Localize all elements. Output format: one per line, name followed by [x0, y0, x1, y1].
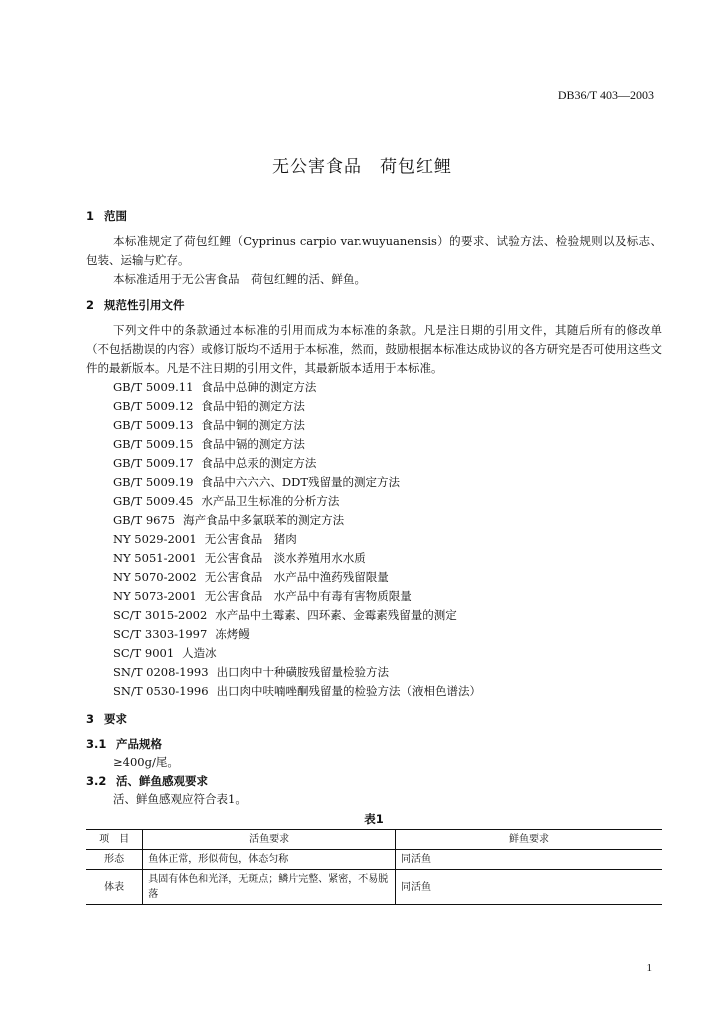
reference-code: SC/T 9001 — [113, 646, 175, 660]
reference-name: 食品中铜的测定方法 — [201, 418, 305, 432]
reference-code: SC/T 3303-1997 — [113, 627, 208, 641]
reference-code: GB/T 5009.17 — [113, 456, 194, 470]
reference-name: 食品中铅的测定方法 — [201, 399, 305, 413]
reference-code: GB/T 5009.19 — [113, 475, 194, 489]
section-heading-references: 2 规范性引用文件 — [86, 298, 185, 312]
reference-item — [86, 492, 662, 511]
reference-code: GB/T 5009.15 — [113, 437, 194, 451]
reference-name: 食品中六六六、DDT残留量的测定方法 — [201, 475, 401, 489]
sensory-text: 活、鲜鱼感观应符合表1。 — [113, 792, 247, 806]
scope-paragraph: 本标准规定了荷包红鲤（Cyprinus carpio var.wuyuanensis）的要求、试验方法、检验规则以及标志、包装、运输与贮存。 — [86, 234, 662, 267]
reference-item — [86, 511, 662, 530]
reference-name: 无公害食品 猪肉 — [204, 532, 297, 546]
table-cell: 同活鱼 — [395, 850, 662, 870]
sensory-table — [86, 829, 662, 905]
reference-item — [86, 663, 662, 682]
reference-code: GB/T 5009.13 — [113, 418, 194, 432]
document-body — [86, 208, 662, 905]
reference-code: NY 5073-2001 — [113, 589, 197, 603]
table-cell: 形态 — [86, 850, 143, 870]
reference-item — [86, 606, 662, 625]
table-header-cell: 鲜鱼要求 — [395, 830, 662, 850]
reference-code: GB/T 5009.11 — [113, 380, 194, 394]
reference-item — [86, 549, 662, 568]
table-cell: 体表 — [104, 881, 125, 893]
table-cell: 鱼体正常，形似荷包，体态匀称 — [143, 850, 396, 870]
section-heading-scope: 1 范围 — [86, 209, 127, 223]
table-cell: 具固有体色和光泽，无斑点；鳞片完整、紧密，不易脱落 — [143, 870, 396, 905]
scope-paragraph: 本标准适用于无公害食品 荷包红鲤的活、鲜鱼。 — [113, 272, 366, 286]
reference-name: 海产食品中多氯联苯的测定方法 — [183, 513, 345, 527]
reference-name: 无公害食品 水产品中渔药残留限量 — [204, 570, 389, 584]
reference-name: 无公害食品 水产品中有毒有害物质限量 — [204, 589, 412, 603]
reference-name: 食品中总砷的测定方法 — [201, 380, 317, 394]
table-header-cell: 活鱼要求 — [143, 830, 396, 850]
document-title: 无公害食品 荷包红鲤 — [272, 157, 452, 177]
subsection-heading-sensory: 3.2 活、鲜鱼感观要求 — [86, 774, 208, 788]
spec-text: ≥400g/尾。 — [113, 755, 179, 769]
reference-item — [86, 644, 662, 663]
table-header-row — [86, 830, 662, 850]
reference-name: 无公害食品 淡水养殖用水水质 — [204, 551, 366, 565]
reference-code: SN/T 0530-1996 — [113, 684, 209, 698]
reference-item — [86, 568, 662, 587]
reference-item — [86, 473, 662, 492]
reference-name: 水产品中土霉素、四环素、金霉素残留量的测定 — [215, 608, 457, 622]
reference-item — [86, 682, 662, 701]
reference-code: NY 5029-2001 — [113, 532, 197, 546]
reference-name: 出口肉中十种磺胺残留量检验方法 — [216, 665, 390, 679]
reference-name: 人造冰 — [182, 646, 217, 660]
reference-code: NY 5070-2002 — [113, 570, 197, 584]
table-row — [86, 850, 662, 870]
table-caption: 表1 — [364, 812, 384, 826]
reference-list — [86, 378, 662, 701]
reference-item — [86, 454, 662, 473]
reference-code: SN/T 0208-1993 — [113, 665, 209, 679]
table-row — [86, 870, 662, 905]
table-header-cell: 项 目 — [86, 830, 143, 850]
reference-name: 食品中总汞的测定方法 — [201, 456, 317, 470]
reference-name: 出口肉中呋喃唑酮残留量的检验方法（液相色谱法） — [216, 684, 482, 698]
reference-code: GB/T 5009.45 — [113, 494, 194, 508]
table-cell: 同活鱼 — [395, 870, 662, 905]
section-heading-requirements: 3 要求 — [86, 712, 127, 726]
references-intro: 下列文件中的条款通过本标准的引用而成为本标准的条款。凡是注日期的引用文件，其随后所有的修改单（不包括勘误的内容）或修订版均不适用于本标准，然而，鼓励根据本标准达成协议的各方研究是否可使用这些文件的最新版本。凡是不注日期的引用文件，其最新版本适用于本标准。 — [86, 323, 662, 375]
reference-item — [86, 397, 662, 416]
reference-code: GB/T 9675 — [113, 513, 176, 527]
reference-name: 水产品卫生标准的分析方法 — [201, 494, 340, 508]
document-number: DB36/T 403—2003 — [557, 88, 654, 102]
reference-name: 食品中镉的测定方法 — [201, 437, 305, 451]
reference-item — [86, 530, 662, 549]
page-number: 1 — [646, 962, 652, 974]
reference-item — [86, 378, 662, 397]
reference-name: 冻烤鳗 — [215, 627, 250, 641]
reference-item — [86, 416, 662, 435]
reference-code: SC/T 3015-2002 — [113, 608, 208, 622]
reference-item — [86, 587, 662, 606]
reference-code: NY 5051-2001 — [113, 551, 197, 565]
reference-code: GB/T 5009.12 — [113, 399, 194, 413]
reference-item — [86, 435, 662, 454]
subsection-heading-spec: 3.1 产品规格 — [86, 737, 162, 751]
reference-item — [86, 625, 662, 644]
